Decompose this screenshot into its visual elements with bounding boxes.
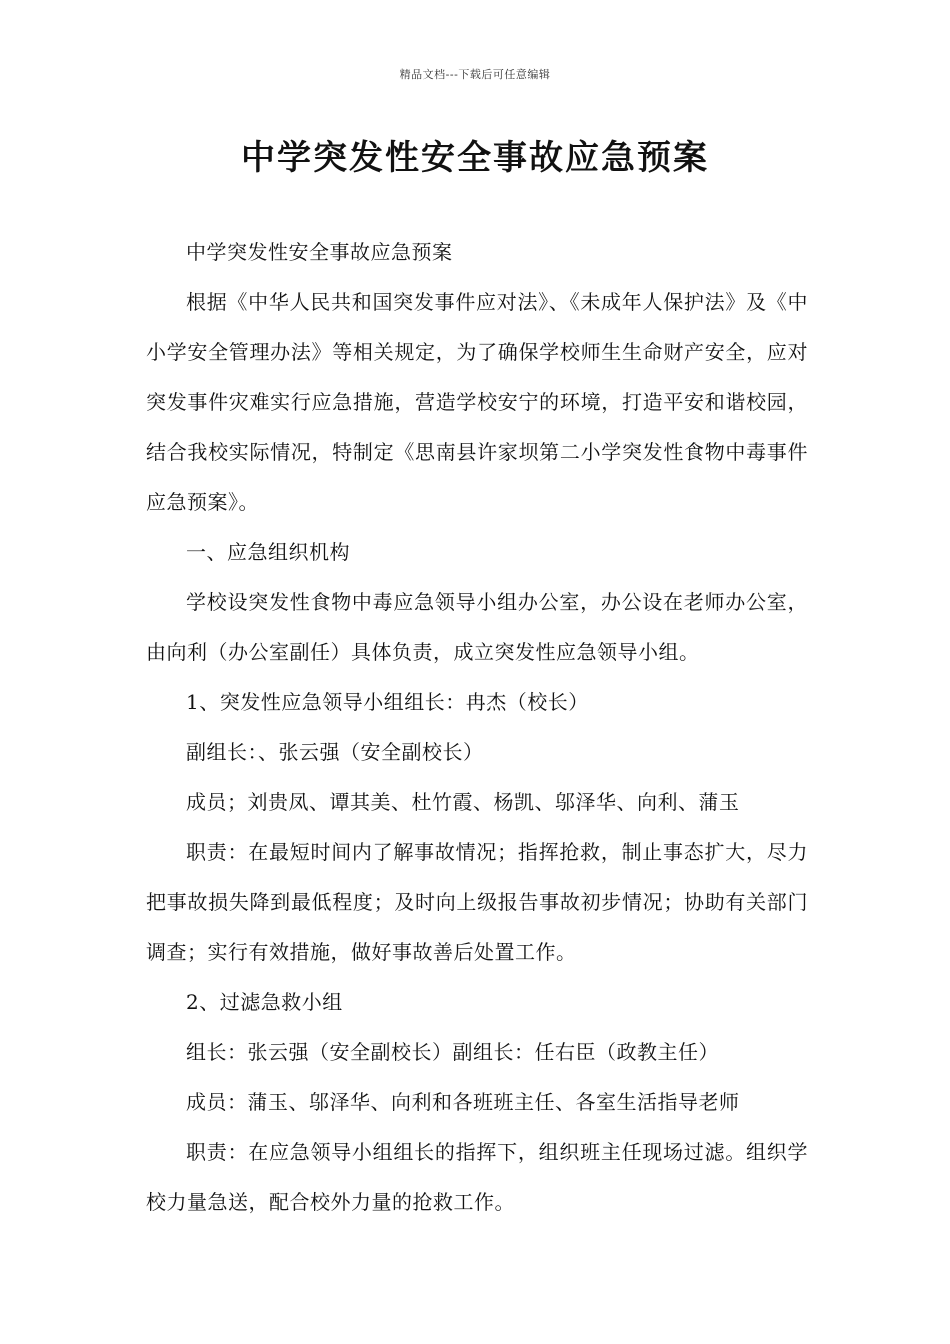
section-heading: 一、应急组织机构 [186,540,350,564]
paragraph-deputy: 副组长：、张云强（安全副校长） [186,740,484,764]
paragraph-leader: 1、突发性应急领导小组组长：冉杰（校长） [186,690,589,714]
document-body [146,227,808,1227]
document-title: 中学突发性安全事故应急预案 [241,138,709,178]
paragraph-intro: 根据《中华人民共和国突发事件应对法》、《未成年人保护法》及《中小学安全管理办法》等相关规定，为了确保学校师生生命财产安全，应对突发事件灾难实行应急措施，营造学校安宁的环境，打造平安和谐校园，结合我校实际情况，特制定《思南县许家坝第二小学突发性食物中毒事件应急预案》。 [146,290,808,514]
paragraph-members: 成员；刘贵凤、谭其美、杜竹霞、杨凯、邬泽华、向利、蒲玉 [186,790,740,814]
subsection-heading: 2、过滤急救小组 [186,990,343,1014]
paragraph-group-members: 成员：蒲玉、邬泽华、向利和各班班主任、各室生活指导老师 [186,1090,740,1114]
paragraph-group-duties: 职责：在应急领导小组组长的指挥下，组织班主任现场过滤。组织学校力量急送，配合校外力量的抢救工作。 [146,1140,808,1214]
paragraph-office: 学校设突发性食物中毒应急领导小组办公室，办公设在老师办公室，由向利（办公室副任）具体负责，成立突发性应急领导小组。 [146,590,808,664]
paragraph-subtitle: 中学突发性安全事故应急预案 [186,240,453,264]
paragraph-group-leaders: 组长：张云强（安全副校长）副组长：任右臣（政教主任） [186,1040,719,1064]
header-note: 精品文档---下载后可任意编辑 [399,68,551,81]
paragraph-duties: 职责：在最短时间内了解事故情况；指挥抢救，制止事态扩大，尽力把事故损失降到最低程度；及时向上级报告事故初步情况；协助有关部门调查；实行有效措施，做好事故善后处置工作。 [146,840,808,964]
